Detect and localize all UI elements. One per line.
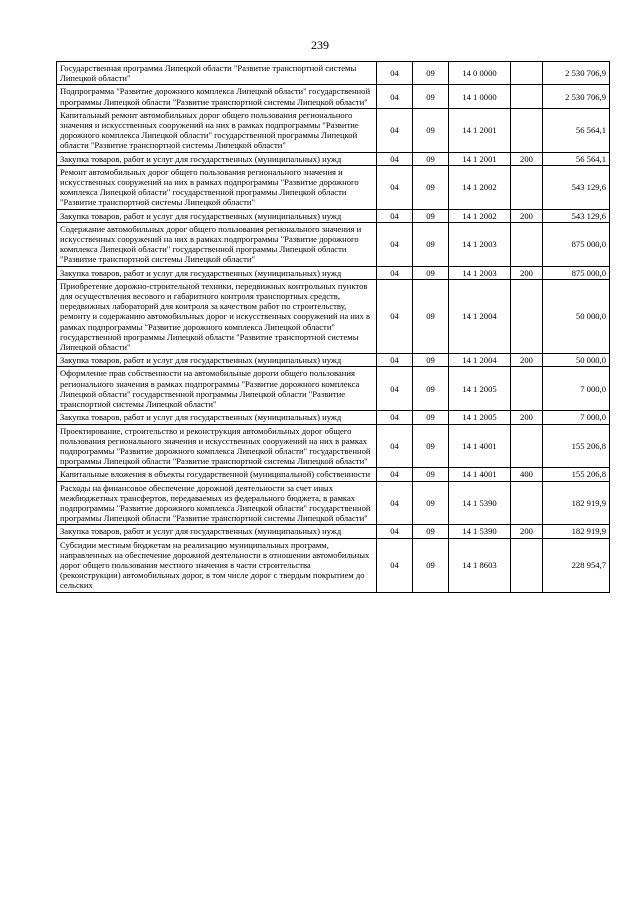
row-section-cell: 04	[377, 266, 413, 279]
row-type-cell	[511, 222, 543, 266]
row-section-cell: 04	[377, 481, 413, 525]
row-subsection-cell: 09	[413, 279, 449, 353]
row-amount-cell: 182 919,9	[543, 525, 610, 538]
row-type-cell	[511, 367, 543, 411]
row-section-cell: 04	[377, 411, 413, 424]
row-amount-cell: 7 000,0	[543, 367, 610, 411]
table-row	[57, 525, 610, 538]
row-target-cell: 14 1 5390	[449, 481, 511, 525]
row-target-cell: 14 1 2001	[449, 152, 511, 165]
row-amount-cell: 543 129,6	[543, 165, 610, 209]
table-row	[57, 62, 610, 85]
row-target-cell: 14 1 2004	[449, 354, 511, 367]
row-target-cell: 14 1 5390	[449, 525, 511, 538]
row-section-cell: 04	[377, 424, 413, 468]
row-section-cell: 04	[377, 538, 413, 592]
row-target-cell: 14 1 4001	[449, 468, 511, 481]
row-name-cell: Закупка товаров, работ и услуг для государственных (муниципальных) нужд	[57, 525, 377, 538]
row-type-cell: 200	[511, 411, 543, 424]
row-amount-cell: 182 919,9	[543, 481, 610, 525]
row-type-cell: 400	[511, 468, 543, 481]
row-type-cell	[511, 481, 543, 525]
table-row	[57, 468, 610, 481]
row-name-cell: Государственная программа Липецкой области "Развитие транспортной системы Липецкой области"	[57, 62, 377, 85]
row-name-cell: Подпрограмма "Развитие дорожного комплекса Липецкой области" государственной программы Липецкой области "Развитие транспортной системы Липецкой области"	[57, 85, 377, 108]
row-name-cell: Закупка товаров, работ и услуг для государственных (муниципальных) нужд	[57, 152, 377, 165]
row-amount-cell: 543 129,6	[543, 209, 610, 222]
row-name-cell: Оформление прав собственности на автомобильные дороги общего пользования регионального значения в рамках подпрограммы "Развитие дорожного комплекса Липецкой области" государственной программы Липецкой области "Развитие транспортной системы Липецкой области"	[57, 367, 377, 411]
row-amount-cell: 50 000,0	[543, 354, 610, 367]
row-type-cell	[511, 538, 543, 592]
row-amount-cell: 50 000,0	[543, 279, 610, 353]
table-row	[57, 411, 610, 424]
row-amount-cell: 228 954,7	[543, 538, 610, 592]
row-type-cell	[511, 62, 543, 85]
row-section-cell: 04	[377, 209, 413, 222]
row-section-cell: 04	[377, 367, 413, 411]
row-target-cell: 14 1 0000	[449, 85, 511, 108]
row-type-cell	[511, 108, 543, 152]
row-amount-cell: 875 000,0	[543, 222, 610, 266]
table-row	[57, 354, 610, 367]
row-target-cell: 14 0 0000	[449, 62, 511, 85]
row-type-cell	[511, 424, 543, 468]
row-name-cell: Капитальный ремонт автомобильных дорог общего пользования регионального значения и искусственных сооружений на них в рамках подпрограммы "Развитие дорожного комплекса Липецкой области" государственной программы Липецкой области "Развитие транспортной системы Липецкой области"	[57, 108, 377, 152]
table-row	[57, 266, 610, 279]
row-amount-cell: 875 000,0	[543, 266, 610, 279]
row-amount-cell: 2 530 706,9	[543, 85, 610, 108]
table-row	[57, 85, 610, 108]
row-subsection-cell: 09	[413, 152, 449, 165]
row-name-cell: Проектирование, строительство и реконструкция автомобильных дорог общего пользования регионального значения и искусственных сооружений на них в рамках подпрограммы "Развитие дорожного комплекса Липецкой области" государственной программы Липецкой области "Развитие транспортной системы Липецкой области"	[57, 424, 377, 468]
row-section-cell: 04	[377, 152, 413, 165]
table-row	[57, 424, 610, 468]
row-name-cell: Ремонт автомобильных дорог общего пользования регионального значения и искусственных сооружений на них в рамках подпрограммы "Развитие дорожного комплекса Липецкой области" государственной программы Липецкой области "Развитие транспортной системы Липецкой области"	[57, 165, 377, 209]
row-section-cell: 04	[377, 165, 413, 209]
row-name-cell: Закупка товаров, работ и услуг для государственных (муниципальных) нужд	[57, 354, 377, 367]
row-type-cell: 200	[511, 209, 543, 222]
row-target-cell: 14 1 2005	[449, 367, 511, 411]
row-section-cell: 04	[377, 62, 413, 85]
row-name-cell: Содержание автомобильных дорог общего пользования регионального значения и искусственных сооружений на них в рамках подпрограммы "Развитие дорожного комплекса Липецкой области" государственной программы Липецкой области "Развитие транспортной системы Липецкой области"	[57, 222, 377, 266]
table-row	[57, 165, 610, 209]
row-subsection-cell: 09	[413, 209, 449, 222]
row-type-cell: 200	[511, 525, 543, 538]
row-subsection-cell: 09	[413, 85, 449, 108]
row-name-cell: Капитальные вложения в объекты государственной (муниципальной) собственности	[57, 468, 377, 481]
row-amount-cell: 2 530 706,9	[543, 62, 610, 85]
budget-table	[56, 61, 610, 593]
row-section-cell: 04	[377, 468, 413, 481]
row-subsection-cell: 09	[413, 354, 449, 367]
row-amount-cell: 155 206,8	[543, 424, 610, 468]
row-subsection-cell: 09	[413, 411, 449, 424]
page-number: 239	[311, 38, 329, 52]
row-subsection-cell: 09	[413, 538, 449, 592]
row-amount-cell: 7 000,0	[543, 411, 610, 424]
row-name-cell: Субсидии местным бюджетам на реализацию муниципальных программ, направленных на обеспечение дорожной деятельности в отношении автомобильных дорог общего пользования местного значения в части строительства (реконструкции) автомобильных дорог, в том числе дорог с твердым покрытием до сельских	[57, 538, 377, 592]
row-amount-cell: 155 206,8	[543, 468, 610, 481]
row-subsection-cell: 09	[413, 62, 449, 85]
table-row	[57, 538, 610, 592]
row-subsection-cell: 09	[413, 266, 449, 279]
row-target-cell: 14 1 2002	[449, 165, 511, 209]
table-row	[57, 367, 610, 411]
row-section-cell: 04	[377, 525, 413, 538]
table-row	[57, 481, 610, 525]
row-section-cell: 04	[377, 222, 413, 266]
row-subsection-cell: 09	[413, 468, 449, 481]
table-row	[57, 279, 610, 353]
row-target-cell: 14 1 2003	[449, 222, 511, 266]
table-row	[57, 152, 610, 165]
row-name-cell: Закупка товаров, работ и услуг для государственных (муниципальных) нужд	[57, 266, 377, 279]
row-subsection-cell: 09	[413, 424, 449, 468]
row-name-cell: Расходы на финансовое обеспечение дорожной деятельности за счет иных межбюджетных трансфертов, передаваемых из федерального бюджета, в рамках подпрограммы "Развитие дорожного комплекса Липецкой области" государственной программы Липецкой области "Развитие транспортной системы Липецкой области"	[57, 481, 377, 525]
row-amount-cell: 56 564,1	[543, 152, 610, 165]
table-row	[57, 108, 610, 152]
budget-table-body	[57, 62, 610, 593]
row-target-cell: 14 1 4001	[449, 424, 511, 468]
row-type-cell	[511, 85, 543, 108]
row-target-cell: 14 1 8603	[449, 538, 511, 592]
row-target-cell: 14 1 2001	[449, 108, 511, 152]
row-subsection-cell: 09	[413, 481, 449, 525]
row-target-cell: 14 1 2004	[449, 279, 511, 353]
row-target-cell: 14 1 2005	[449, 411, 511, 424]
table-row	[57, 209, 610, 222]
row-subsection-cell: 09	[413, 525, 449, 538]
row-subsection-cell: 09	[413, 165, 449, 209]
row-type-cell	[511, 165, 543, 209]
row-type-cell: 200	[511, 152, 543, 165]
row-type-cell	[511, 279, 543, 353]
row-amount-cell: 56 564,1	[543, 108, 610, 152]
row-target-cell: 14 1 2002	[449, 209, 511, 222]
table-row	[57, 222, 610, 266]
row-subsection-cell: 09	[413, 367, 449, 411]
row-name-cell: Закупка товаров, работ и услуг для государственных (муниципальных) нужд	[57, 209, 377, 222]
row-type-cell: 200	[511, 266, 543, 279]
row-name-cell: Приобретение дорожно-строительной техники, передвижных контрольных пунктов для осуществления весового и габаритного контроля транспортных средств, передвижных лабораторий для контроля за качеством работ по строительству, ремонту и содержанию автомобильных дорог и искусственных сооружений на них в рамках подпрограммы "Развитие дорожного комплекса Липецкой области" государственной программы Липецкой области "Развитие транспортной системы Липецкой области"	[57, 279, 377, 353]
row-subsection-cell: 09	[413, 222, 449, 266]
row-section-cell: 04	[377, 108, 413, 152]
row-subsection-cell: 09	[413, 108, 449, 152]
row-name-cell: Закупка товаров, работ и услуг для государственных (муниципальных) нужд	[57, 411, 377, 424]
row-target-cell: 14 1 2003	[449, 266, 511, 279]
row-section-cell: 04	[377, 354, 413, 367]
row-type-cell: 200	[511, 354, 543, 367]
row-section-cell: 04	[377, 279, 413, 353]
row-section-cell: 04	[377, 85, 413, 108]
